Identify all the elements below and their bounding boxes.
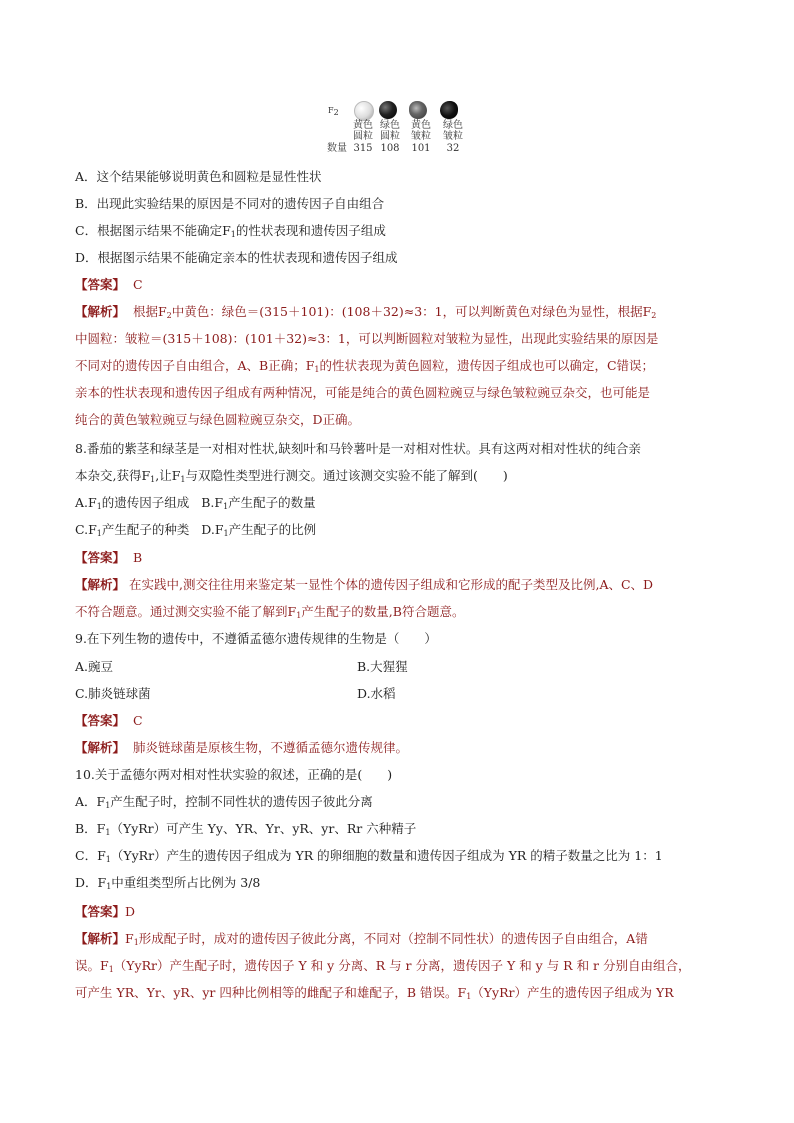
q7-option-b: B．出现此实验结果的原因是不同对的遗传因子自由组合	[75, 196, 385, 211]
q9-option-d: D.水稻	[357, 686, 396, 701]
q9-option-a: A.豌豆	[75, 659, 114, 674]
phenotype-count: 101	[411, 143, 431, 154]
q7-analysis-line-2: 中圆粒：皱粒＝(315＋108)：(101＋32)≈3：1，可以判断圆粒对皱粒为显性，出现此实验结果的原因是	[75, 331, 659, 346]
pea-f2-figure	[322, 98, 472, 158]
q7-analysis-line-3: 不同对的遗传因子自由组合，A、B正确；$F_1$的性状表现为黄色圆粒，遗传因子组成也可以确定，C错误；	[75, 358, 655, 374]
q9-analysis: 【解析】 肺炎链球菌是原核生物，不遵循孟德尔遗传规律。	[75, 740, 408, 755]
q7-answer: 【答案】 C	[75, 277, 143, 292]
q10-analysis-line-1: 【解析】$F_1$形成配子时，成对的遗传因子彼此分离，不同对（控制不同性状）的遗传因子自由组合，A错	[75, 931, 648, 947]
q8-analysis-line-2: 不符合题意。通过测交实验不能了解到$F_1$产生配子的数量,B符合题意。	[75, 604, 465, 620]
count-label: 数量	[327, 143, 347, 154]
yellow-round-seed-image	[354, 101, 374, 121]
q10-option-b: B．$F_1(YyRr)$可产生 Yy、YR、Yr、yR、yr、Rr 六种精子	[75, 821, 417, 837]
phenotype-count: 108	[380, 143, 400, 154]
phenotype-label: 黄色 皱粒	[411, 120, 431, 142]
q8-option-a: $A.F_1$的遗传因子组成	[75, 495, 190, 511]
green-wrinkled-seed-image	[440, 101, 458, 119]
q9-stem: 9.在下列生物的遗传中，不遵循孟德尔遗传规律的生物是（ ）	[75, 631, 437, 646]
q8-analysis-line-1: 【解析】 在实践中,测交往往用来鉴定某一显性个体的遗传因子组成和它形成的配子类型及比例,A、C、D	[75, 577, 654, 592]
q10-option-d: D．$F_1$中重组类型所占比例为 3/8	[75, 875, 261, 891]
q10-option-c: C．$F_1(YyRr)$产生的遗传因子组成为 YR 的卵细胞的数量和遗传因子组成为 YR 的精子数量之比为 1：1	[75, 848, 663, 864]
q8-options-cd	[75, 521, 316, 543]
phenotype-count: 315	[353, 143, 373, 154]
phenotype-count: 32	[446, 143, 460, 154]
q7-option-c: C．根据图示结果不能确定$F_1$的性状表现和遗传因子组成	[75, 223, 386, 239]
q10-analysis-line-2: 误。$F_1(YyRr)$产生配子时，遗传因子 Y 和 y 分离、R 与 r 分离，遗传因子 Y 和 y 与 R 和 r 分别自由组合，	[75, 958, 691, 974]
q10-answer: 【答案】D	[75, 904, 136, 919]
phenotype-label: 绿色 圆粒	[380, 120, 400, 142]
q9-answer: 【答案】 C	[75, 713, 143, 728]
q7-option-a: A．这个结果能够说明黄色和圆粒是显性性状	[75, 169, 322, 184]
q8-option-c: $C.F_1$产生配子的种类	[75, 522, 190, 538]
q8-stem-line-1: 8.番茄的紫茎和绿茎是一对相对性状,缺刻叶和马铃薯叶是一对相对性状。具有这两对相对性状的纯合亲	[75, 441, 641, 456]
q10-option-a: A．$F_1$产生配子时，控制不同性状的遗传因子彼此分离	[75, 794, 373, 810]
q7-analysis-line-5: 纯合的黄色皱粒豌豆与绿色圆粒豌豆杂交，D正确。	[75, 412, 361, 427]
green-round-seed-image	[379, 101, 397, 119]
q8-options-ab	[75, 494, 316, 516]
q7-option-d: D．根据图示结果不能确定亲本的性状表现和遗传因子组成	[75, 250, 398, 265]
q9-option-c: C.肺炎链球菌	[75, 686, 151, 701]
q8-option-b: $B.F_1$产生配子的数量	[201, 495, 316, 511]
yellow-wrinkled-seed-image	[409, 101, 427, 119]
q7-analysis-line-1: 【解析】 根据$F_2$中黄色：绿色＝(315＋101)：(108＋32)≈3：1，可以判断黄色对绿色为显性，根据$F_2$	[75, 304, 657, 320]
q8-option-d: $D.F_1$产生配子的比例	[201, 522, 317, 538]
q8-answer: 【答案】 B	[75, 550, 143, 565]
q7-analysis-line-4: 亲本的性状表现和遗传因子组成有两种情况，可能是纯合的黄色圆粒豌豆与绿色皱粒豌豆杂交，也可能是	[75, 385, 651, 400]
q9-option-b: B.大猩猩	[357, 659, 408, 674]
phenotype-label: 绿色 皱粒	[443, 120, 463, 142]
q8-stem-line-2: 本杂交,获得$F_1$,让$F_1$与双隐性类型进行测交。通过该测交实验不能了解到( )	[75, 468, 508, 484]
q10-analysis-line-3: 可产生 YR、Yr、yR、yr 四种比例相等的雌配子和雄配子，B 错误。$F_1(YyRr)$产生的遗传因子组成为 YR	[75, 985, 674, 1001]
phenotype-label: 黄色 圆粒	[353, 120, 373, 142]
f2-generation-label: $F_2$	[328, 106, 339, 117]
q10-stem: 10.关于孟德尔两对相对性状实验的叙述，正确的是( )	[75, 767, 393, 782]
